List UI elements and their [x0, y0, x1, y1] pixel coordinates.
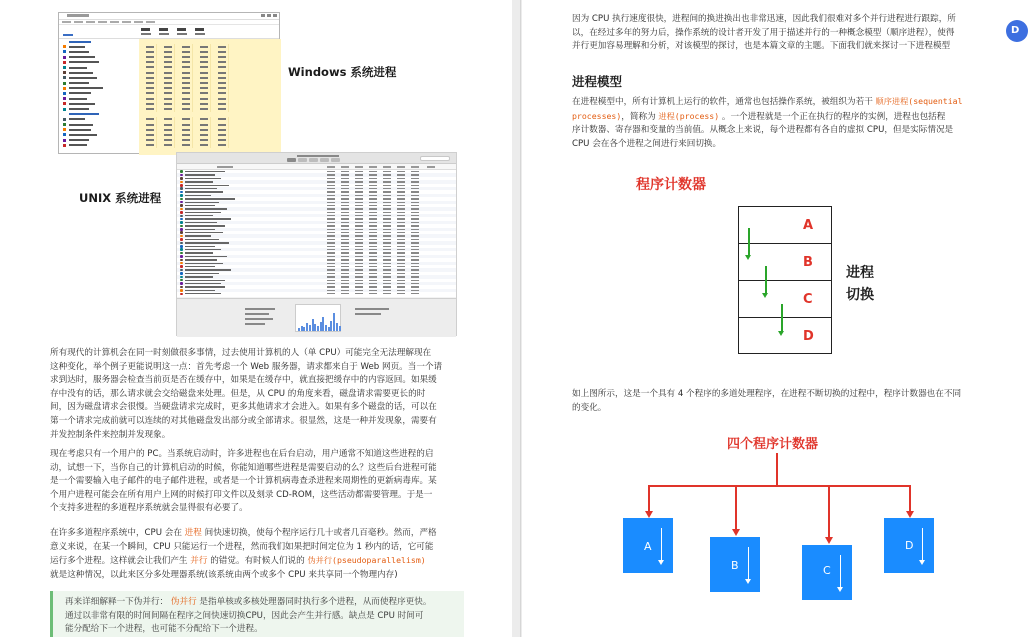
- process-switch-label: 进程 切换: [846, 265, 874, 303]
- term-parallel: 并行: [190, 556, 208, 567]
- windows-task-manager-screenshot: [58, 12, 280, 154]
- switch-arrow-3: [781, 304, 783, 332]
- paragraph-intro: 因为 CPU 执行速度很快，进程间的换进换出也非常迅速，因此我们很难对多个并行进程进行跟踪，所 以，在经过多年的努力后，操作系统的设计者开发了用于描述并行的一种概念模型（顺序进程），使得 并行更加容易理解和分析，对该模型的探讨，也是本篇文章的主题。下面我们就来探讨一下进程模型: [572, 14, 956, 52]
- section-heading-process-model: 进程模型: [572, 74, 623, 89]
- table-row: [177, 292, 456, 295]
- avatar[interactable]: D: [1006, 20, 1028, 42]
- term-sequential-processes: 顺序进程(sequential: [875, 96, 963, 106]
- term-pseudoparallelism: 伪并行(pseudoparallelism): [307, 555, 426, 566]
- switch-arrow-2: [765, 266, 767, 294]
- switch-arrow-1: [748, 228, 750, 256]
- paragraph-single-user-pc: 现在考虑只有一个用户的 PC。当系统启动时，许多进程也在后台启动，用户通常不知道这些进程的启 动，试想一下，当你自己的计算机启动的时候，你能知道哪些进程是需要启动的么？这些后台进程可能 是一个需要输入电子邮件的电子邮件进程，或者是一个计算机病毒查杀进程来周期性的更新病毒库。某 个用户进程可能会在所有用户上网的时候打印文件以及刻录 CD-ROM，这些活动都需要管理。于是一 个支持多进程的多道程序系统就会显得很有必要了。: [50, 449, 437, 514]
- table-row: [59, 143, 279, 148]
- term-process: 进程: [184, 528, 202, 538]
- paragraph-web-server: 所有现代的计算机会在同一时刻做很多事情，过去使用计算机的人（单 CPU）可能完全无法理解现在 这种变化，举个例子更能说明这一点：首先考虑一个 Web 服务器，请求都来自于 Web 网页。当一个请 求到达时，服务器会检查当前页是否在缓存中，如果是在缓存中，就直接把缓存中的内容返回。如果缓 存中没有的话，那么请求就会交给磁盘来处理。但是，从 CPU 的角度来看，磁盘请求需要更长的时 间，因为磁盘请求会很慢。当硬盘请求完成时，更多其他请求才会进入。如果有多个磁盘的话，可以在 第一个请求完成前就可以连续的对其他磁盘发出部分或全部请求。很显然，这是一种并发现象，需要有 并发控制条件来控制并发现象。: [50, 348, 443, 440]
- term-pseudoparallel: 伪并行: [170, 597, 197, 607]
- unix-activity-monitor-screenshot: [176, 152, 457, 336]
- left-page: [0, 0, 512, 637]
- diagram-program-counter-title: 程序计数器: [636, 177, 706, 193]
- paragraph-figure-caption: 如上图所示，这是一个具有 4 个程序的多道处理程序，在进程不断切换的过程中，程序计数器也在不同 的变化。: [572, 389, 962, 413]
- term-process-en: 进程(process): [658, 110, 720, 121]
- program-counter-diagram: [738, 206, 832, 354]
- counter-box-d: D: [884, 518, 934, 573]
- process-cell-a: A: [739, 207, 831, 244]
- paragraph-multiprogramming: 在许多多道程序系统中，CPU 会在 进程 间快速切换，使每个程序运行几十或者几百毫秒。然而，严格 意义来说，在某一个瞬间，CPU 只能运行一个进程，然而我们如果把时间定位为 1 秒内的话，它可能 运行多个进程。这样就会让我们产生 并行 的错觉。有时候人们说的 伪并行(pseudoparallelism) 就是这种情况，以此来区分多处理器系统(该系统由两个或多个 CPU 来共享同一个物理内存): [50, 528, 437, 580]
- process-cell-c: C: [739, 281, 831, 318]
- paragraph-process-model: 在进程模型中，所有计算机上运行的软件，通常也包括操作系统，被组织为若干 顺序进程(sequential processes)，简称为 进程(process) 。一个进程就是一个正在执行的程序的实例，进程也包括程 序计数器、寄存器和变量的当前值。从概念上来说，每个进程都有各自的虚拟 CPU，但是实际情况是 CPU 会在各个进程之间进行来回切换。: [572, 96, 963, 149]
- diagram-four-counters-title: 四个程序计数器: [727, 437, 819, 452]
- counter-box-c: C: [802, 545, 852, 600]
- counter-box-b: B: [710, 537, 760, 592]
- caption-windows-processes: Windows 系统进程: [288, 65, 397, 79]
- caption-unix-processes: UNIX 系统进程: [79, 191, 162, 205]
- process-cell-d: D: [803, 329, 814, 344]
- process-cell-b: B: [739, 244, 831, 281]
- pseudoparallel-note: 再来详细解释一下伪并行： 伪并行 是指单核或多核处理器同时执行多个进程，从而使程序更快。 通过以非常有限的时间间隔在程序之间快速切换CPU，因此会产生并行感。缺点是 CPU 时间可 能分配给下一个进程，也可能不分配给下一个进程。: [50, 591, 464, 637]
- counter-box-a: A: [623, 518, 673, 573]
- page-divider: [520, 0, 521, 637]
